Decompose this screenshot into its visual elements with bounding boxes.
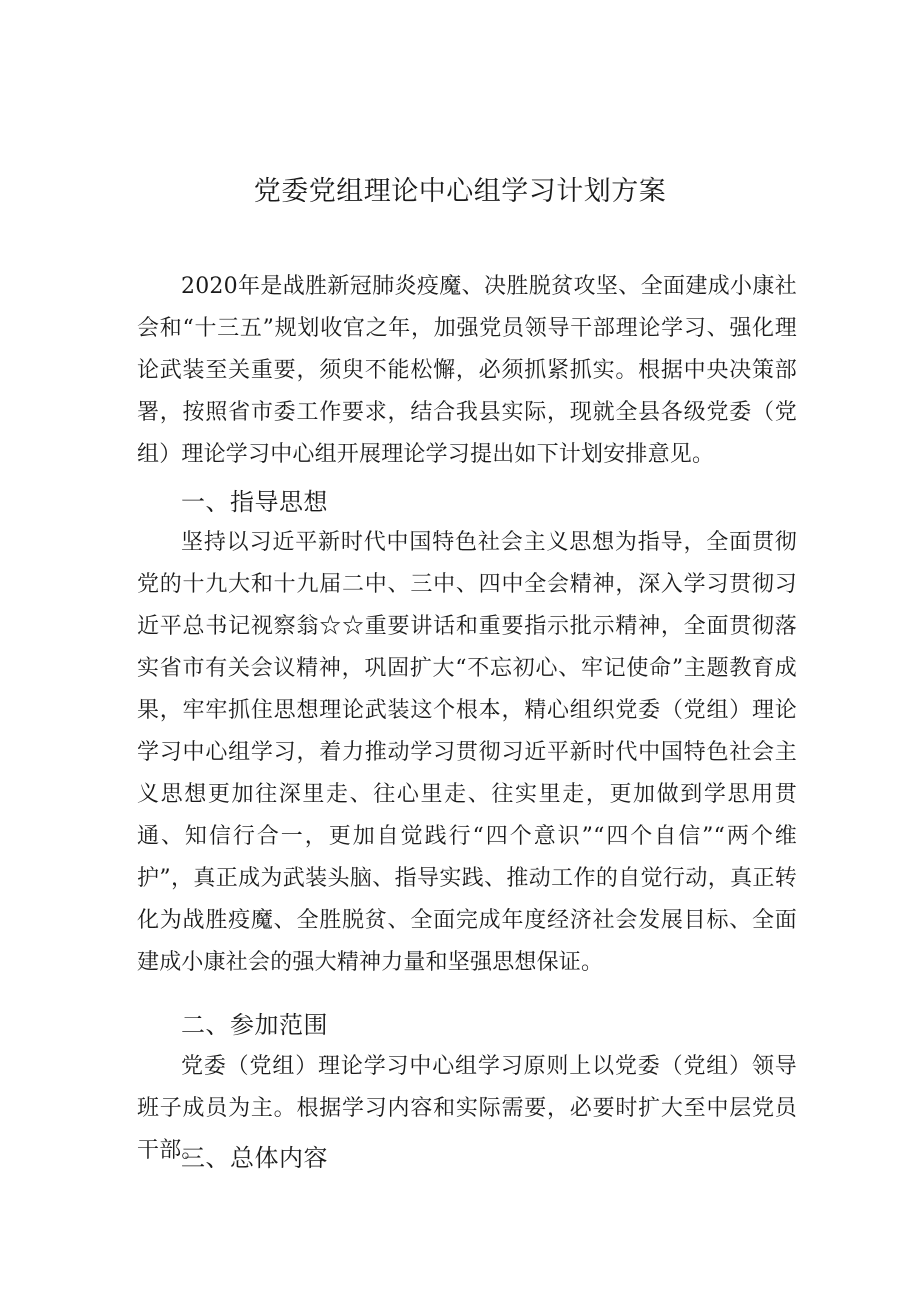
section-body-guiding-ideology: 坚持以习近平新时代中国特色社会主义思想为指导，全面贯彻党的十九大和十九届二中、三中、四中全会精神，深入学习贯彻习近平总书记视察翁☆☆重要讲话和重要指示批示精神，全面贯彻落实省市有关会议精神，巩固扩大“不忘初心、牢记使命”主题教育成果，牢牢抓住思想理论武装这个根本，精心组织党委（党组）理论学习中心组学习，着力推动学习贯彻习近平新时代中国特色社会主义思想更加往深里走、往心里走、往实里走，更加做到学思用贯通、知信行合一，更加自觉践行“四个意识”“四个自信”“两个维护”，真正成为武装头脑、指导实践、推动工作的自觉行动，真正转化为战胜疫魔、全胜脱贫、全面完成年度经济社会发展目标、全面建成小康社会的强大精神力量和坚强思想保证。 bbox=[137, 530, 797, 975]
section-heading-guiding-ideology: 一、指导思想 bbox=[181, 488, 328, 516]
section-body-participation-scope: 党委（党组）理论学习中心组学习原则上以党委（党组）领导班子成员为主。根据学习内容和实际需要，必要时扩大至中层党员干部。 bbox=[137, 1054, 797, 1163]
section-heading-overall-content: 三、总体内容 bbox=[181, 1144, 328, 1172]
document-title: 党委党组理论中心组学习计划方案 bbox=[253, 176, 667, 207]
intro-paragraph: 2020年是战胜新冠肺炎疫魔、决胜脱贫攻坚、全面建成小康社会和“十三五”规划收官之年，加强党员领导干部理论学习、强化理论武装至关重要，须臾不能松懈，必须抓紧抓实。根据中央决策部署，按照省市委工作要求，结合我县实际，现就全县各级党委（党组）理论学习中心组开展理论学习提出如下计划安排意见。 bbox=[137, 274, 797, 467]
section-heading-participation-scope: 二、参加范围 bbox=[181, 1011, 328, 1039]
